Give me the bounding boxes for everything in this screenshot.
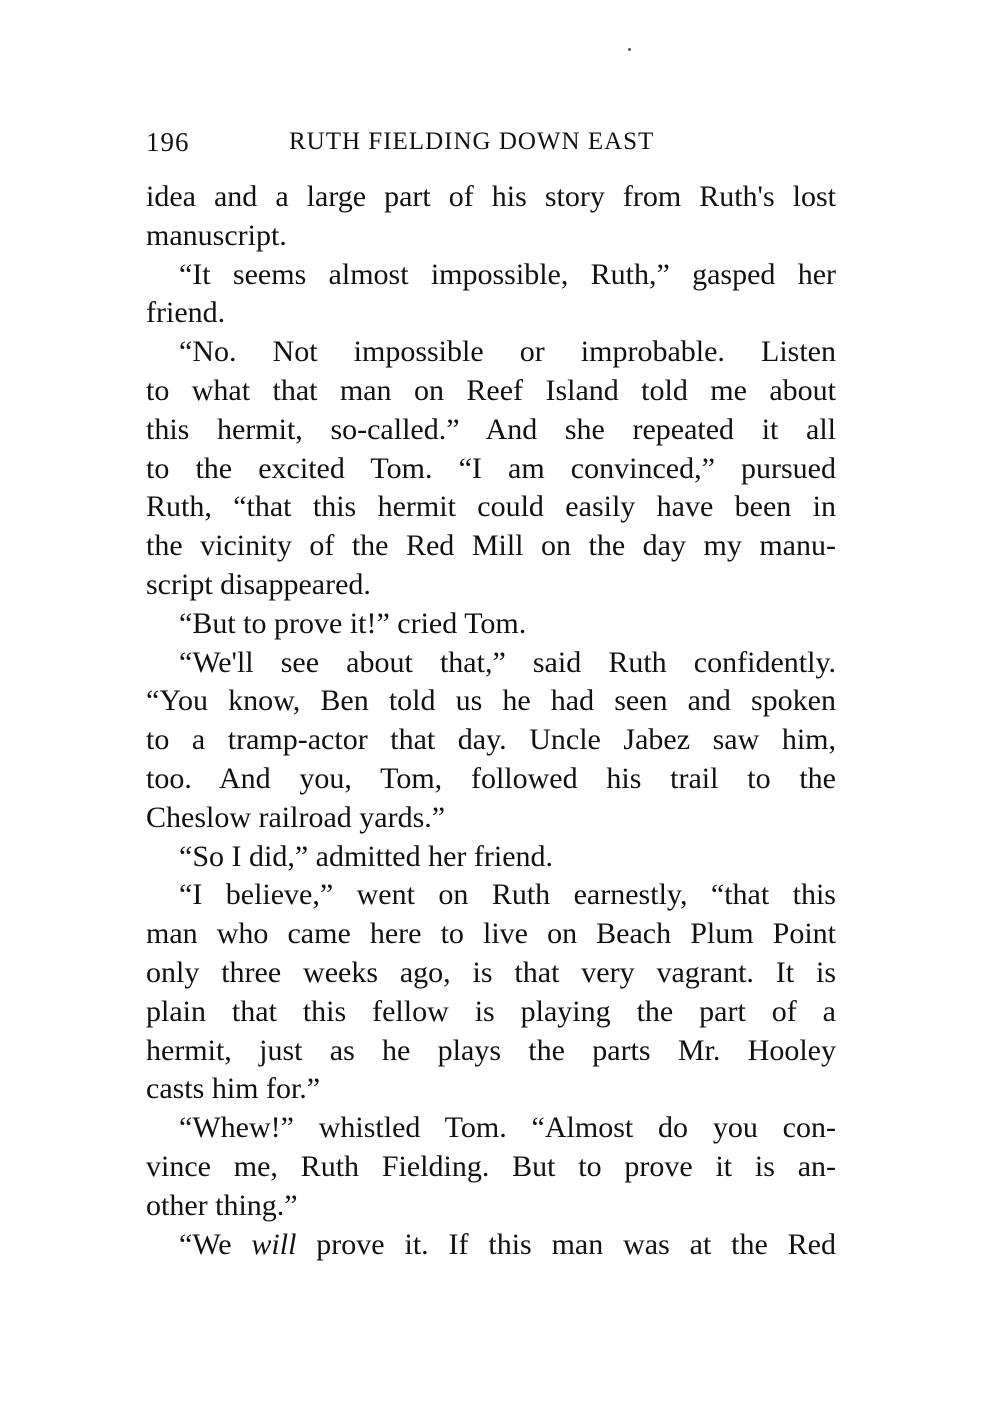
page-header [146, 122, 836, 162]
emphasis-word: will [251, 1227, 297, 1261]
text-line: only three weeks ago, is that very vagrant. It is [146, 955, 836, 989]
text-line: “I believe,” went on Ruth earnestly, “that this [179, 878, 836, 912]
text-line: “But to prove it!” cried Tom. [179, 606, 527, 640]
text-line: hermit, just as he plays the parts Mr. Hooley [146, 1033, 836, 1067]
text-line: Ruth, “that this hermit could easily have been in [146, 490, 836, 524]
text-line: man who came here to live on Beach Plum Point [146, 917, 836, 951]
text-fragment: “We [179, 1227, 252, 1261]
text-line: other thing.” [146, 1188, 298, 1222]
text-line: to the excited Tom. “I am convinced,” pursued [146, 451, 836, 485]
text-line: idea and a large part of his story from Ruth's lost [146, 180, 836, 213]
text-line: casts him for.” [146, 1072, 321, 1106]
text-line: the vicinity of the Red Mill on the day my manu- [146, 529, 836, 563]
text-line: to a tramp-actor that day. Uncle Jabez saw him, [146, 723, 836, 757]
text-line: “No. Not impossible or improbable. Listen [179, 335, 836, 369]
body-text [146, 178, 836, 1264]
text-line: “So I did,” admitted her friend. [179, 839, 554, 873]
running-title: RUTH FIELDING DOWN EAST [289, 128, 655, 155]
text-line: “Whew!” whistled Tom. “Almost do you con- [179, 1111, 836, 1145]
text-fragment: prove it. If this man was at the Red [296, 1227, 837, 1261]
text-line: script disappeared. [146, 567, 371, 601]
text-line-final [146, 1226, 836, 1265]
text-line: Cheslow railroad yards.” [146, 800, 446, 834]
text-line: “It seems almost impossible, Ruth,” gasped her [179, 257, 836, 291]
text-line: “We'll see about that,” said Ruth confidently. [179, 645, 836, 679]
text-line: to what that man on Reef Island told me about [146, 373, 836, 407]
text-line: manuscript. [146, 218, 287, 252]
text-line: too. And you, Tom, followed his trail to the [146, 761, 836, 795]
scan-speck [628, 48, 631, 51]
text-line: plain that this fellow is playing the part of a [146, 994, 836, 1028]
text-line: vince me, Ruth Fielding. But to prove it is an- [146, 1149, 836, 1183]
text-line: friend. [146, 296, 226, 330]
text-line: this hermit, so-called.” And she repeated it all [146, 412, 836, 446]
page-number: 196 [146, 127, 190, 157]
text-line: “You know, Ben told us he had seen and spoken [146, 684, 836, 718]
